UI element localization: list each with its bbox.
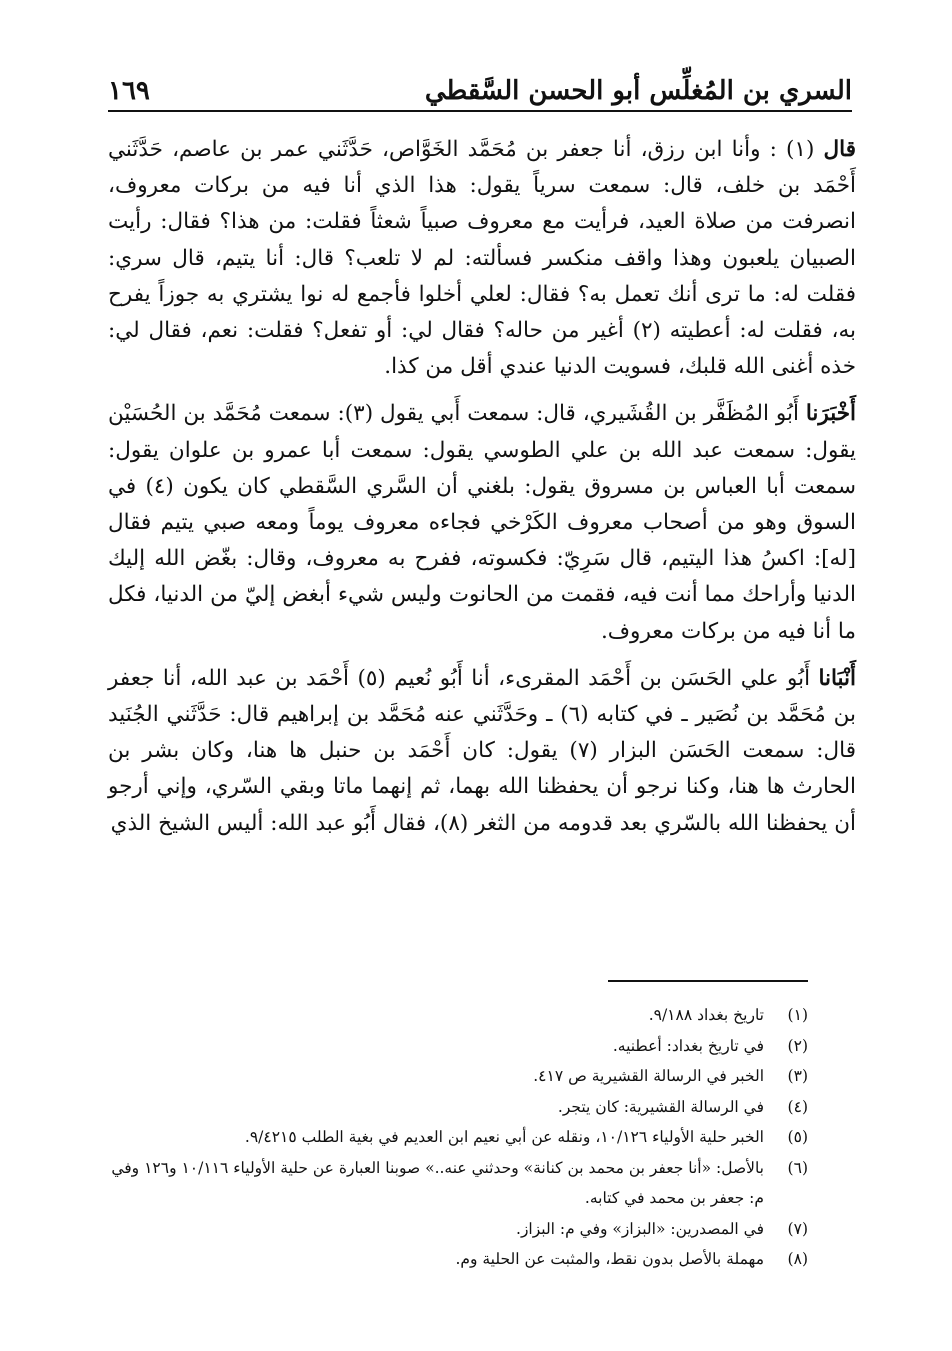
footnote-5 — [108, 1122, 856, 1153]
paragraph-2 — [108, 396, 856, 649]
footnote-8 — [108, 1244, 856, 1275]
footnote-4 — [108, 1092, 856, 1123]
footnote-text: مهملة بالأصل بدون نقط، والمثبت عن الحلية وم. — [455, 1250, 764, 1268]
footnote-text: في الرسالة القشيرية: كان يتجر. — [557, 1097, 764, 1116]
footnote-number: (٣) — [787, 1067, 808, 1085]
main-text — [108, 132, 856, 853]
paragraph-1 — [108, 132, 856, 385]
footnote-6 — [108, 1153, 856, 1214]
footnote-separator — [608, 980, 808, 982]
footnote-3 — [108, 1061, 856, 1092]
footnote-1 — [108, 1000, 856, 1031]
page-number: ١٦٩ — [108, 76, 150, 106]
footnote-text: بالأصل: «أنا جعفر بن محمد بن كنانة» وحدثني عنه..» صوبنا العبارة عن حلية الأولياء ١٠/١١٦ و١٢٦ وفي م: جعفر بن محمد في كتابه. — [111, 1158, 764, 1207]
paragraph-lead: أَنْبَانا — [818, 665, 856, 691]
footnote-number: (٦) — [787, 1158, 808, 1177]
paragraph-text: أَبُو المُظَفَّر بن القُشَيري، قال: سمعت أَبي يقول (٣): سمعت مُحَمَّد بن الحُسَيْن يقول: سمعت عبد الله بن علي الطوسي يقول: سمعت أبا عمرو بن علوان يقول: سمعت أبا العباس بن مسروق يقول: بلغني أن السَّري السَّقطي كان يكون (٤) في السوق وهو من أصحاب معروف الكَرْخي فجاءه معروف يوماً ومعه صبي يتيم فقال [له]: اكسُ هذا اليتيم، قال سَرِيّ: فكسوته، ففرح به معروف، وقال: بغّض الله إليك الدنيا وأراحك مما أنت فيه، فقمت من الحانوت وليس شيء أبغض إليّ من الدنيا، فكل ما أنا فيه من بركات معروف. — [108, 401, 856, 644]
paragraph-text: أَبُو علي الحَسَن بن أَحْمَد المقرىء، أنا أَبُو نُعيم (٥) أَحْمَد بن عبد الله، أنا جعفر بن مُحَمَّد بن نُصَير ـ في كتابه (٦) ـ وحَدَّثَني عنه مُحَمَّد بن إبراهيم قال: حَدَّثَني الجُنَيد قال: سمعت الحَسَن البزار (٧) يقول: كان أَحْمَد بن حنبل ها هنا، وكان بشر بن الحارث ها هنا، وكنا نرجو أن يحفظنا الله بهما، ثم إنهما ماتا وبقي السّري، وإني أرجو أن يحفظنا الله بالسّري بعد قدومه من الثغر (٨)، فقال أَبُو عبد الله: أليس الشيخ الذي — [108, 665, 856, 836]
footnote-number: (٢) — [787, 1036, 808, 1055]
paragraph-lead: قال — [823, 137, 856, 162]
footnote-text: الخبر حلية الأولياء ١٠/١٢٦، ونقله عن أبي نعيم ابن العديم في بغية الطلب ٩/٤٢١٥. — [244, 1128, 764, 1146]
footnote-number: (٥) — [787, 1128, 808, 1146]
footnote-text: في تاريخ بغداد: أعطنيه. — [612, 1036, 764, 1055]
paragraph-text: (١) : وأنا ابن رزق، أنا جعفر بن مُحَمَّد الخَوَّاص، حَدَّثَني عمر بن عاصم، حَدَّثَني أَحْمَد بن خلف، قال: سمعت سرياً يقول: هذا الذي أنا فيه من بركات معروف، انصرفت من صلاة العيد، فرأيت مع معروف صبياً شعثاً فقلت: من هذا؟ فقال: رأيت الصبيان يلعبون وهذا واقف منكسر فسألته: لم لا تلعب؟ قال: أنا يتيم، قال سري: فقلت له: ما ترى أنك تعمل به؟ فقال: لعلي أخلوا فأجمع له نوا يشتري به جوزاً يفرح به، فقلت له: أعطيته (٢) أغير من حاله؟ فقال لي: أو تفعل؟ فقلت: نعم، فقال لي: خذه أغنى الله قلبك، فسويت الدنيا عندي أقل من كذا. — [108, 137, 856, 380]
footnote-number: (٨) — [787, 1250, 808, 1268]
footnote-2 — [108, 1031, 856, 1062]
footnotes — [108, 980, 856, 1275]
running-title: السري بن المُغلِّس أبو الحسن السَّقطي — [424, 76, 852, 106]
paragraph-lead: أَخْبَرَنا — [805, 401, 857, 427]
footnote-text: تاريخ بغداد ٩/١٨٨. — [648, 1006, 764, 1024]
page-header — [108, 62, 852, 112]
footnote-number: (١) — [787, 1006, 808, 1024]
footnote-text: في المصدرين: «البزاز» وفي م: البزاز. — [516, 1219, 764, 1238]
footnote-number: (٧) — [787, 1219, 808, 1238]
footnote-7 — [108, 1214, 856, 1245]
footnote-number: (٤) — [787, 1097, 808, 1116]
footnote-text: الخبر في الرسالة القشيرية ص ٤١٧. — [533, 1067, 764, 1085]
paragraph-3 — [108, 661, 856, 842]
